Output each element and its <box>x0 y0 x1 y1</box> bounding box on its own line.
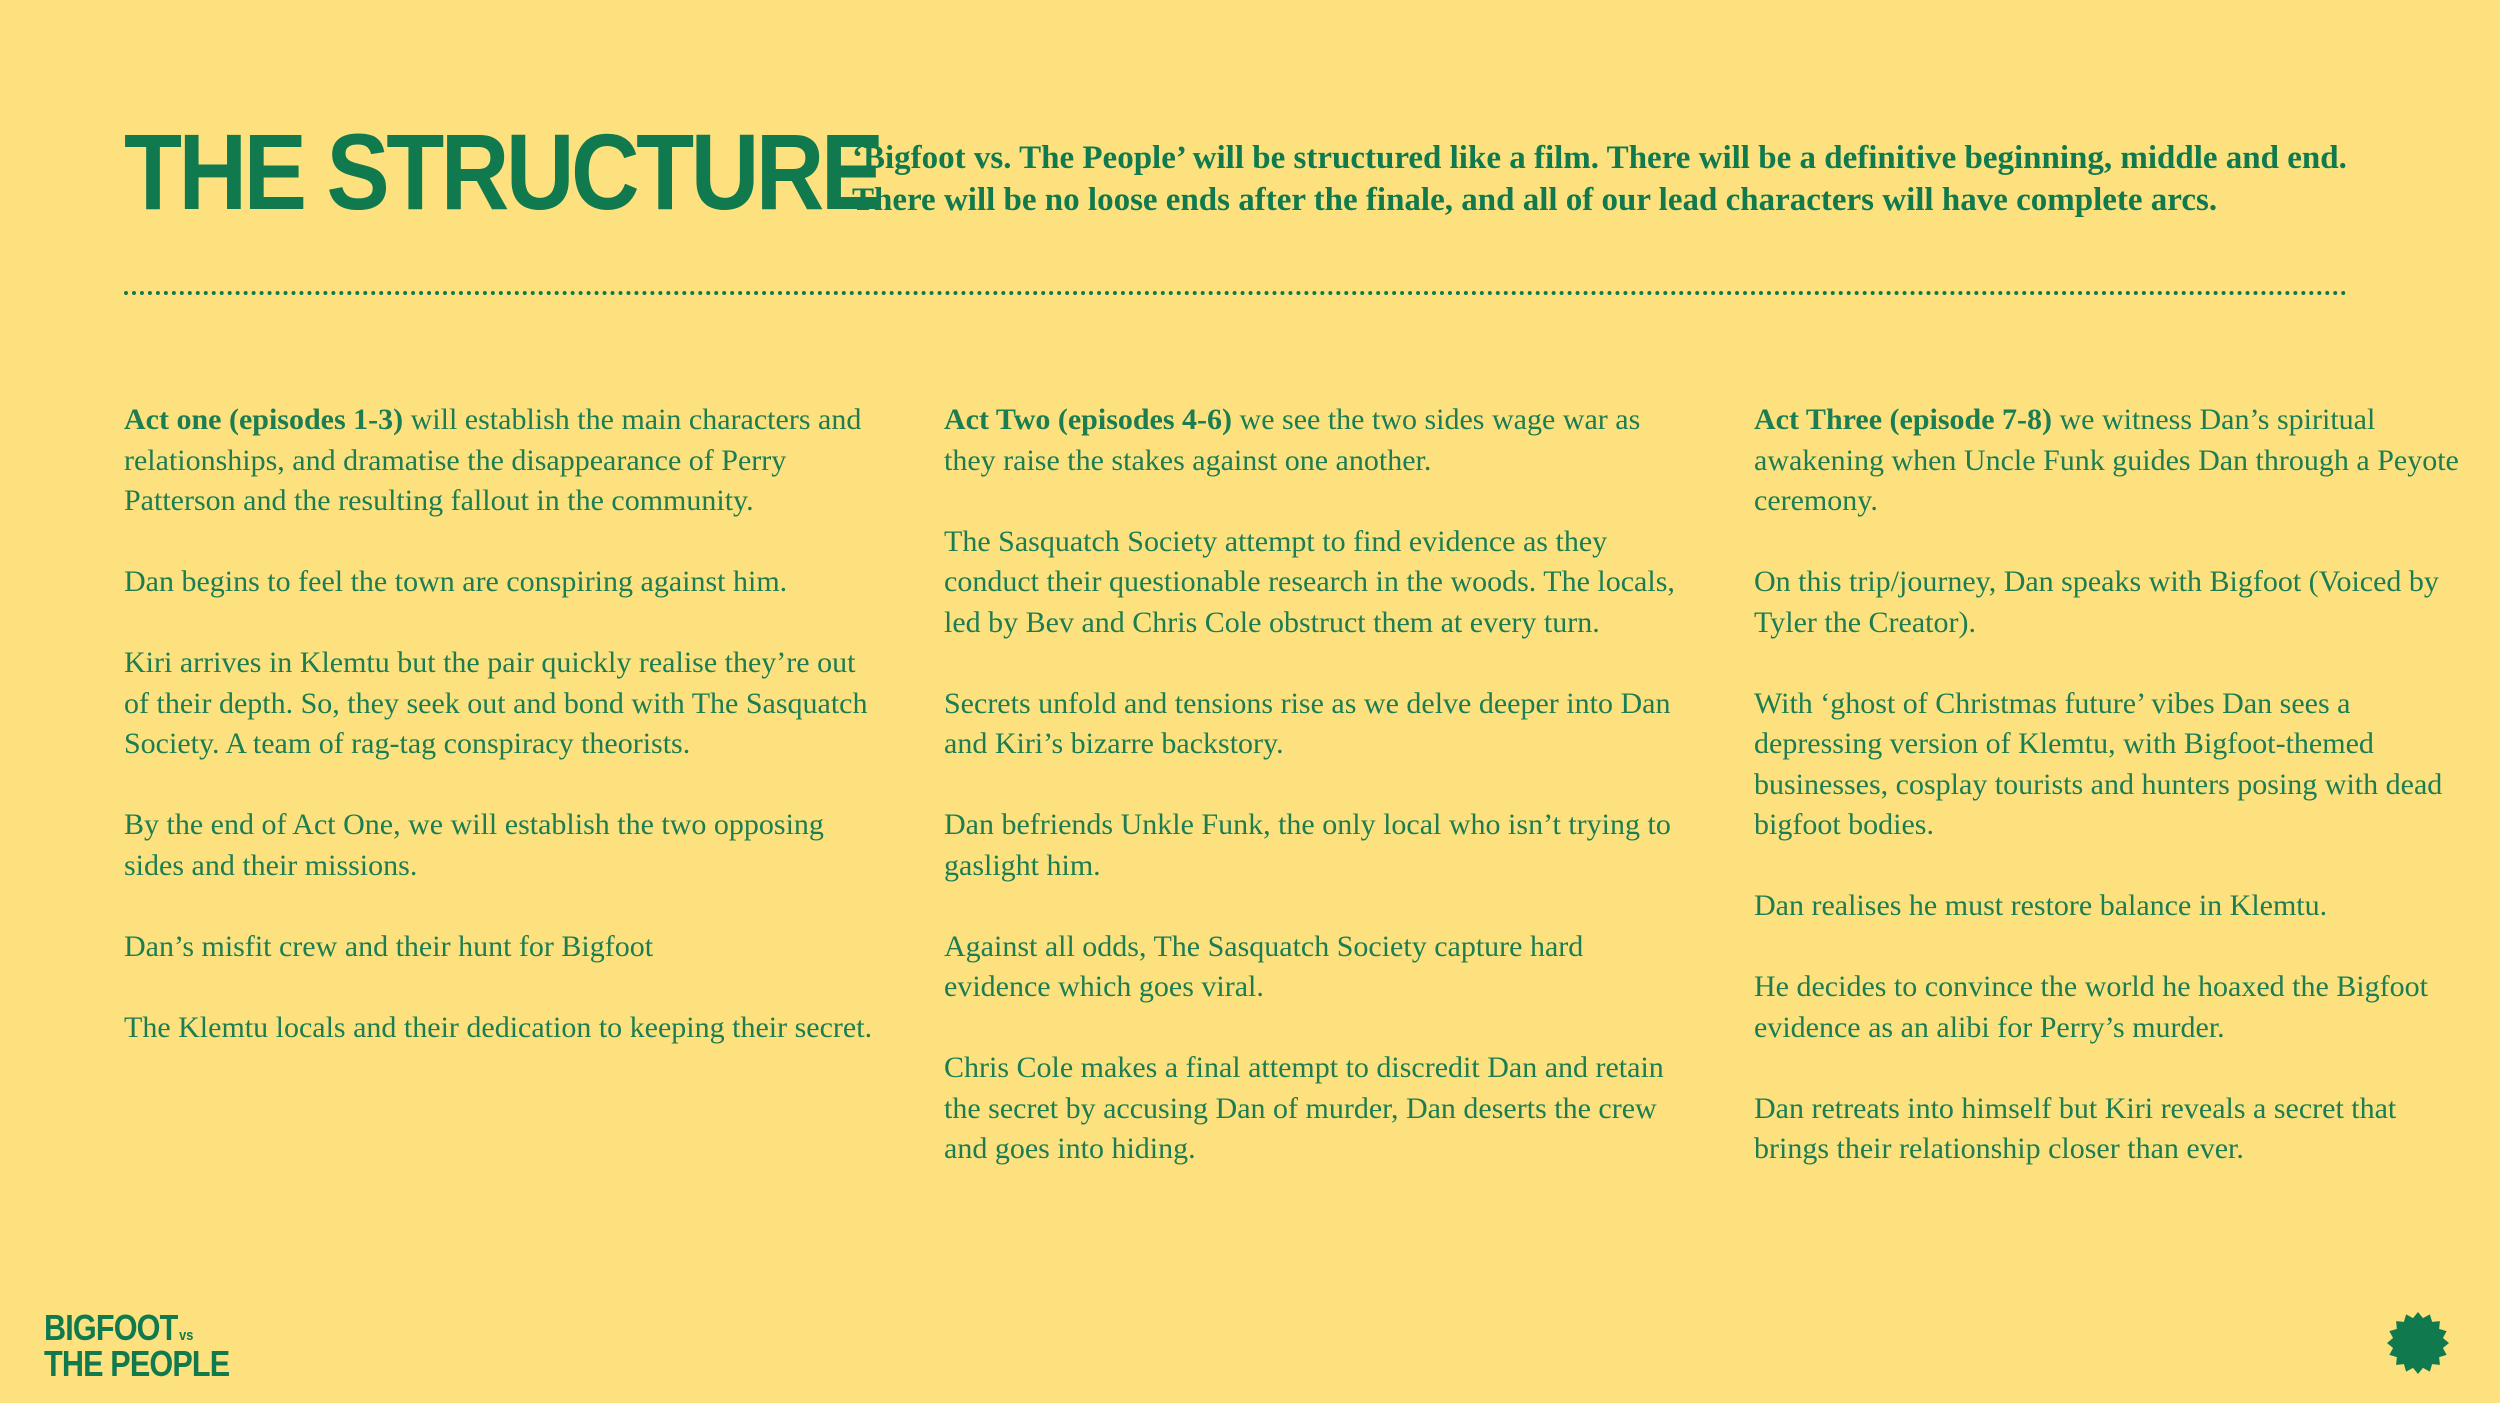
logo-word-vs: vs <box>179 1327 194 1344</box>
intro-statement: ‘Bigfoot vs. The People’ will be structured like a film. There will be a definitive beginning, middle and end. There will be no loose ends after the finale, and all of our lead characters will have complete arcs. <box>852 140 2347 218</box>
act-three-paragraph-4: Dan realises he must restore balance in Klemtu. <box>1754 889 2328 922</box>
logo-word-bigfoot: BIGFOOT <box>44 1307 178 1348</box>
act-one-paragraph-6: The Klemtu locals and their dedication to keeping their secret. <box>124 1010 873 1044</box>
page-title: THE STRUCTURE <box>124 111 881 232</box>
act-two-paragraph-6: Chris Cole makes a final attempt to discredit Dan and retain the secret by accusing Dan of murder, Dan deserts the crew and goes into hiding. <box>944 1051 1664 1165</box>
act-two-paragraph-5: Against all odds, The Sasquatch Society capture hard evidence which goes viral. <box>944 929 1584 1003</box>
act-three-paragraph-2: On this trip/journey, Dan speaks with Bigfoot (Voiced by Tyler the Creator). <box>1754 565 2439 639</box>
act-three-paragraph-5: He decides to convince the world he hoaxed the Bigfoot evidence as an alibi for Perry’s murder. <box>1754 970 2428 1044</box>
act-one-paragraph-4: By the end of Act One, we will establish the two opposing sides and their missions. <box>124 808 824 882</box>
act-three-paragraph-6: Dan retreats into himself but Kiri reveals a secret that brings their relationship closer than ever. <box>1754 1091 2397 1165</box>
dotted-divider <box>124 291 2348 295</box>
act-three-heading: Act Three (episode 7-8) <box>1754 403 2053 436</box>
act-one-paragraph-3: Kiri arrives in Klemtu but the pair quickly realise they’re out of their depth. So, they seek out and bond with The Sasquatch Society. A team of rag-tag conspiracy theorists. <box>124 646 868 760</box>
act-three-column <box>1754 400 2474 1210</box>
bigfoot-vs-the-people-logo <box>44 1307 230 1384</box>
act-one-paragraph-5: Dan’s misfit crew and their hunt for Bigfoot <box>124 929 654 963</box>
act-two-paragraph-3: Secrets unfold and tensions rise as we delve deeper into Dan and Kiri’s bizarre backstory. <box>944 686 1671 760</box>
act-one-intro-paragraph <box>124 400 884 522</box>
logo-line-1 <box>44 1307 229 1348</box>
act-three-intro-paragraph <box>1754 400 2474 522</box>
act-one-heading: Act one (episodes 1-3) <box>124 403 404 436</box>
act-two-paragraph-2: The Sasquatch Society attempt to find evidence as they conduct their questionable research in the woods. The locals, led by Bev and Chris Cole obstruct them at every turn. <box>944 524 1675 639</box>
act-two-paragraph-4: Dan befriends Unkle Funk, the only local who isn’t trying to gaslight him. <box>944 808 1671 882</box>
logo-line-2: THE PEOPLE <box>44 1343 230 1384</box>
star-badge-shape <box>2387 1312 2449 1374</box>
act-one-column <box>124 400 884 1089</box>
act-two-heading: Act Two (episodes 4-6) <box>944 403 1233 436</box>
act-two-intro-text: we see the two sides wage war as they raise the stakes against one another. <box>944 403 1641 477</box>
act-one-intro-text: will establish the main characters and relationships, and dramatise the disappearance of Perry Patterson and the resulting fallout in the community. <box>124 403 862 517</box>
green-star-badge-icon <box>2387 1312 2449 1374</box>
act-three-paragraph-3: With ‘ghost of Christmas future’ vibes Dan sees a depressing version of Klemtu, with Bigfoot-themed businesses, cosplay tourists and hunters posing with dead bigfoot bodies. <box>1754 686 2443 841</box>
act-one-paragraph-2: Dan begins to feel the town are conspiring against him. <box>124 565 788 598</box>
act-two-column <box>944 400 1684 1210</box>
act-three-intro-text: we witness Dan’s spiritual awakening when Uncle Funk guides Dan through a Peyote ceremony. <box>1754 403 2459 517</box>
act-two-intro-paragraph <box>944 400 1684 481</box>
